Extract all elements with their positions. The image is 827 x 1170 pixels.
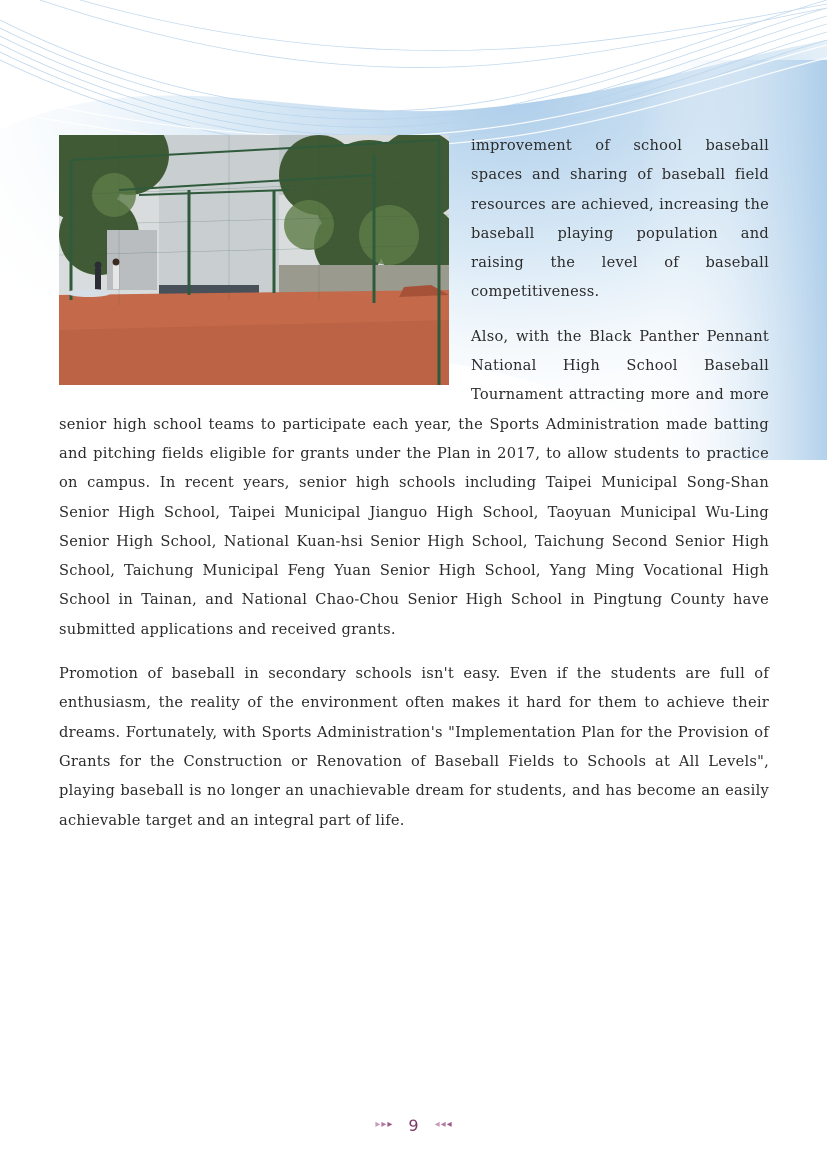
baseball-batting-field-photo [59, 135, 449, 385]
paragraph-2: Also, with the Black Panther Pennant National High School Baseball Tournament attracting more and more senior high school teams to participate each year, the Sports Administration made batting and pitching fields eligible for grants under the Plan in 2017, to allow students to practice on campus. In recent years, senior high schools including Taipei Municipal Song-Shan Senior High School, Taipei Municipal Jianguo High School, Taoyuan Municipal Wu-Ling Senior High School, National Kuan-hsi Senior High School, Taichung Second Senior High School, Taichung Municipal Feng Yuan Senior High School, Yang Ming Vocational High School in Tainan, and National Chao-Chou Senior High School in Pingtung County have submitted applications and received grants. [59, 327, 769, 638]
page-number: 9 [408, 1115, 419, 1135]
paragraph-3: Promotion of baseball in secondary schools isn't easy. Even if the students are full of enthusiasm, the reality of the environment often makes it hard for them to achieve their dreams. Fortunately, with Sports Administration's "Implementation Plan for the Provision of Grants for the Construction or Renovation of Baseball Fields to Schools at All Levels", playing baseball is no longer an unachievable dream for students, and has become an easily achievable target and an integral part of life. [59, 665, 769, 829]
triple-right-arrow-icon: ▸ ▸ ▸ [375, 1119, 393, 1130]
triple-left-arrow-icon: ◂ ◂ ◂ [434, 1119, 452, 1130]
paragraph-1: improvement of school baseball spaces and sharing of baseball field resources are achieved, increasing the baseball playing population and raising the level of baseball competitiveness. [471, 137, 769, 301]
page-footer [0, 1112, 827, 1138]
body-text [59, 131, 769, 850]
